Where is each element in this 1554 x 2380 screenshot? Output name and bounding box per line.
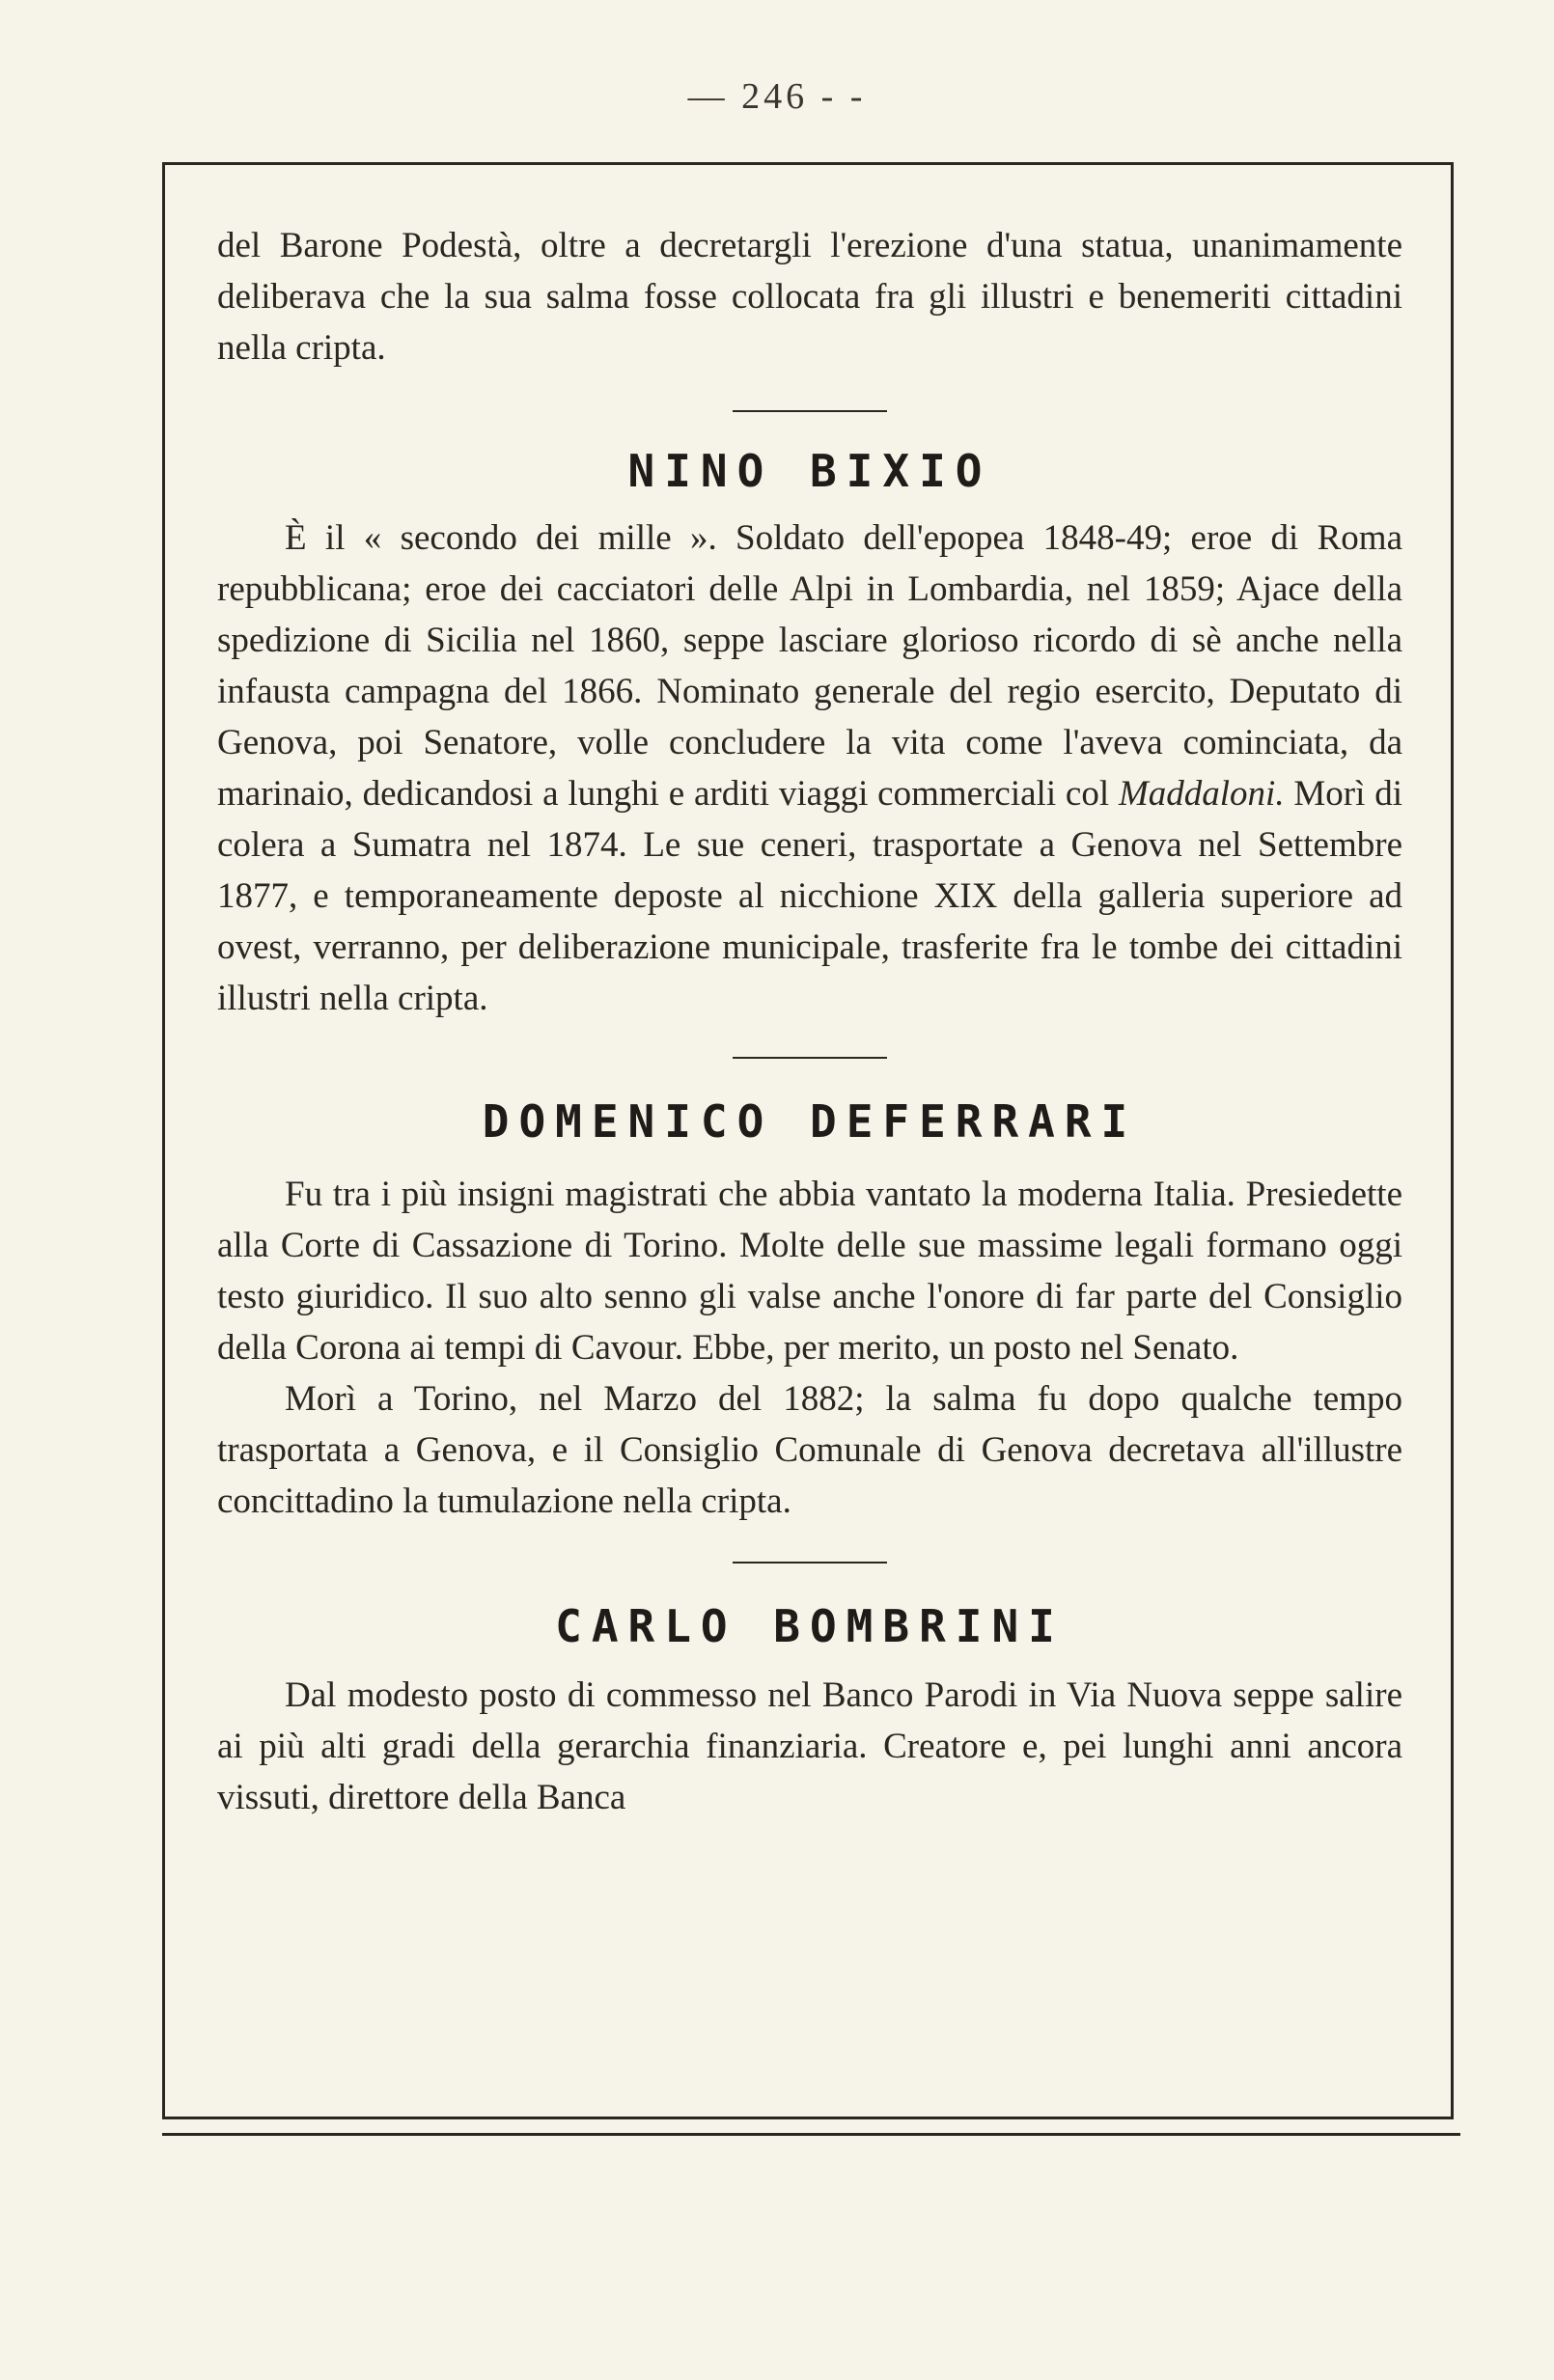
section-heading-carlo-bombrini: CARLO BOMBRINI: [555, 1600, 1065, 1652]
paragraph-text: Morì di colera a Sumatra nel 1874. Le sue ceneri, trasportate a Genova nel Settembre 1877, e temporaneamente deposte al nicchione XIX della galleria superiore ad ovest, verranno, per deliberazione municipale, trasferite fra le tombe dei cittadini illustri nella cripta.: [217, 774, 1403, 1018]
page-content: [217, 220, 1402, 1823]
frame-bottom-rule: [162, 2133, 1460, 2136]
section-heading-domenico-deferrari: DOMENICO DEFERRARI: [482, 1095, 1138, 1148]
page-number: — 246 - -: [687, 76, 867, 117]
ship-name: Maddaloni.: [1118, 774, 1285, 814]
section-divider: [733, 1057, 887, 1059]
section-paragraph: Morì a Torino, nel Marzo del 1882; la salma fu dopo qualche tempo trasportata a Genova, e il Consiglio Comunale di Genova decretava all'illustre concittadino la tumulazione nella cripta.: [217, 1379, 1402, 1521]
section-paragraph: Fu tra i più insigni magistrati che abbia vantato la moderna Italia. Presiedette alla Corte di Cassazione di Torino. Molte delle sue massime legali formano oggi testo giuridico. Il suo alto senno gli valse anche l'onore di far parte del Consiglio della Corona ai tempi di Cavour. Ebbe, per merito, un posto nel Senato.: [217, 1175, 1402, 1368]
section-divider: [733, 410, 887, 412]
section-paragraph: [217, 512, 1402, 1024]
paragraph-text: È il « secondo dei mille ». Soldato dell'epopea 1848-49; eroe di Roma repubblicana; eroe dei cacciatori delle Alpi in Lombardia, nel 1859; Ajace della spedizione di Sicilia nel 1860, seppe lasciare glorioso ricordo di sè anche nella infausta campagna del 1866. Nominato generale del regio esercito, Deputato di Genova, poi Senatore, volle concludere la vita come l'aveva cominciata, da marinaio, dedicandosi a lunghi e arditi viaggi commerciali col: [217, 518, 1402, 814]
section-divider: [733, 1562, 887, 1564]
intro-paragraph: del Barone Podestà, oltre a decretargli l'erezione d'una statua, unanimamente deliberava che la sua salma fosse collocata fra gli illustri e benemeriti cittadini nella cripta.: [217, 226, 1402, 368]
section-paragraph: Dal modesto posto di commesso nel Banco Parodi in Via Nuova seppe salire ai più alti gradi della gerarchia finanziaria. Creatore e, pei lunghi anni ancora vissuti, direttore della Banca: [217, 1675, 1402, 1817]
section-heading-nino-bixio: NINO BIXIO: [627, 445, 992, 497]
